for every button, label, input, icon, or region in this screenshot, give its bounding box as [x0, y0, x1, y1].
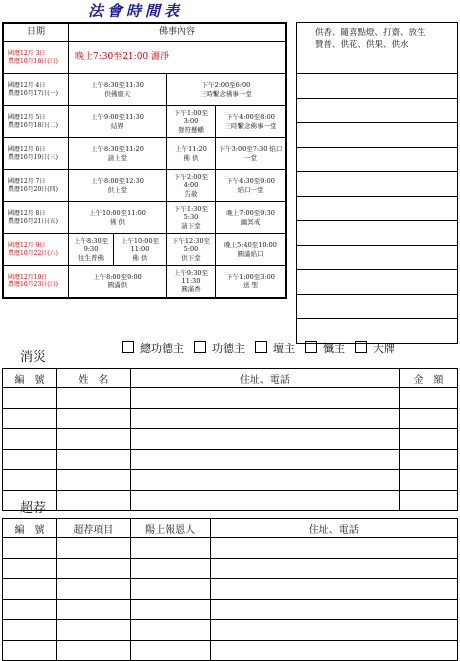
event-name: 告赦: [184, 189, 198, 198]
chaojian-title: 超荐: [20, 501, 47, 516]
event-name: 圓滿香: [181, 285, 201, 294]
event-name: 發符懸幡: [177, 125, 204, 134]
entry-cell[interactable]: [400, 388, 458, 409]
date-line: 農曆10月20日(四): [8, 185, 58, 193]
event-name: 圓滿焰口: [237, 249, 264, 258]
event-time: 上午9:00至11:30: [91, 113, 144, 122]
sponsor-options: [122, 340, 395, 356]
entry-cell[interactable]: [210, 558, 457, 579]
offerings-blank-row[interactable]: [297, 123, 458, 148]
entry-cell[interactable]: [130, 449, 399, 470]
date-line: 國曆12月 9日: [8, 242, 46, 249]
xiaozai-title: 消災: [20, 350, 47, 365]
date-line: 國曆12月 8日: [8, 210, 46, 217]
schedule-cell: [216, 266, 286, 298]
offerings-blank-row[interactable]: [297, 270, 458, 295]
offerings-blank-row[interactable]: [297, 221, 458, 246]
entry-cell[interactable]: [3, 429, 57, 450]
event-time: 晚上5:40至10:00: [224, 241, 277, 250]
schedule-cell: [114, 234, 167, 266]
event-name: 三時繫念佛事一堂: [224, 121, 277, 130]
schedule-date: [3, 42, 69, 74]
offerings-text: [297, 23, 458, 74]
date-line: 農曆10月22日(六): [8, 249, 58, 257]
event-time: 上午8:00至12:30: [91, 177, 144, 186]
entry-cell[interactable]: [56, 490, 130, 511]
event-name: 三時繫念佛事一堂: [199, 89, 252, 98]
entry-cell[interactable]: [130, 620, 210, 641]
event-name: 佛 供: [132, 253, 148, 262]
event-name: 幽冥戒: [240, 217, 261, 226]
offerings-blank-row[interactable]: [297, 245, 458, 270]
event-name: 請下堂: [181, 221, 201, 230]
sponsor-option[interactable]: [305, 340, 345, 356]
entry-cell[interactable]: [130, 558, 210, 579]
sponsor-label: 壇主: [273, 342, 295, 355]
entry-cell[interactable]: [56, 640, 130, 661]
checkbox[interactable]: [355, 341, 367, 353]
entry-cell[interactable]: [130, 490, 399, 511]
table-row: [3, 558, 458, 579]
schedule-date: [3, 74, 69, 106]
entry-cell[interactable]: [210, 579, 457, 600]
entry-cell[interactable]: [3, 599, 57, 620]
event-time: 上午10:00至11:00: [120, 237, 160, 254]
checkbox[interactable]: [305, 341, 317, 353]
table-row: [3, 579, 458, 600]
offerings-blank-row[interactable]: [297, 147, 458, 172]
entry-cell[interactable]: [210, 640, 457, 661]
date-line: 農曆10月19日(三): [8, 153, 58, 161]
event-time: 下午2:00至6:00: [201, 81, 251, 90]
schedule-cell: [216, 138, 286, 170]
entry-cell[interactable]: [56, 599, 130, 620]
table-row: [3, 388, 458, 409]
entry-cell[interactable]: [3, 470, 57, 491]
schedule-cell: [166, 202, 215, 234]
schedule-cell: [69, 234, 114, 266]
entry-cell[interactable]: [400, 470, 458, 491]
date-line: 國曆12月 5日: [8, 114, 46, 121]
offerings-table: [296, 22, 458, 344]
event-time: 上午8:00至9:00: [93, 273, 142, 282]
chaojian-header: 住址、電話: [210, 519, 457, 538]
schedule-date: [3, 138, 69, 170]
offerings-blank-row[interactable]: [297, 74, 458, 99]
schedule-date: [3, 202, 69, 234]
offerings-blank-row[interactable]: [297, 172, 458, 197]
page-title: 法會時間表: [88, 2, 184, 20]
event-time: 上午10:00至11:00: [88, 209, 146, 218]
entry-cell[interactable]: [3, 449, 57, 470]
schedule-table: [2, 22, 287, 299]
xiaozai-table: [2, 368, 458, 511]
sponsor-label: 總功德主: [140, 342, 184, 355]
event-time: 下午1:00至3:00: [226, 273, 275, 282]
event-time: 下午3:00至7:30 焰口一堂: [218, 145, 283, 162]
event-time: 下午2:00至4:00: [173, 173, 209, 190]
sponsor-option[interactable]: [194, 340, 245, 356]
schedule-row: [3, 266, 286, 298]
entry-cell[interactable]: [130, 538, 210, 559]
event-time: 上午9:30至11:30: [173, 269, 209, 286]
event-time: 上午8:30至9:30: [73, 237, 109, 254]
schedule-row: [3, 138, 286, 170]
event-time: 下午4:30至9:00: [226, 177, 275, 186]
schedule-cell: [69, 74, 167, 106]
xiaozai-header: 姓 名: [56, 369, 130, 388]
entry-cell[interactable]: [400, 429, 458, 450]
table-row: [3, 408, 458, 429]
schedule-cell: [216, 234, 286, 266]
table-row: [3, 490, 458, 511]
schedule-cell: [69, 170, 167, 202]
entry-cell[interactable]: [56, 470, 130, 491]
sponsor-option[interactable]: [355, 340, 395, 356]
sponsor-option[interactable]: [255, 340, 295, 356]
offerings-blank-row[interactable]: [297, 294, 458, 319]
event-time: 上午11:20: [175, 145, 207, 154]
sponsor-option[interactable]: [122, 340, 184, 356]
offerings-blank-row[interactable]: [297, 196, 458, 221]
event-time: 下午12:30至5:00: [171, 237, 211, 254]
checkbox[interactable]: [194, 341, 206, 353]
event-name: 圓滿供: [107, 281, 128, 290]
checkbox[interactable]: [255, 341, 267, 353]
date-line: 農曆10月17日(一): [8, 89, 58, 97]
entry-cell[interactable]: [130, 579, 210, 600]
date-line: 國曆12月10日: [8, 273, 48, 281]
schedule-cell: [166, 234, 215, 266]
table-row: [3, 599, 458, 620]
schedule-header-content: 佛事內容: [69, 23, 287, 42]
schedule-date: [3, 170, 69, 202]
schedule-cell: [166, 170, 215, 202]
entry-cell[interactable]: [130, 388, 399, 409]
event-time: 下午4:00至8:00: [226, 113, 275, 122]
event-time: 上午8:30至11:20: [91, 145, 144, 154]
event-name: 請上堂: [107, 153, 128, 162]
table-row: [3, 538, 458, 559]
event-name: 往生普佛: [78, 253, 105, 262]
schedule-event: 晚上7:30至21:00 灑淨: [69, 42, 287, 74]
table-row: [3, 640, 458, 661]
schedule-row: [3, 42, 286, 74]
schedule-cell: [216, 106, 286, 138]
entry-cell[interactable]: [210, 620, 457, 641]
date-line: 農曆10月21日(五): [8, 217, 58, 225]
schedule-cell: [69, 138, 167, 170]
date-line: 國曆12月 3日: [8, 50, 46, 57]
event-name: 結界: [110, 121, 124, 130]
sponsor-label: 功德主: [212, 342, 245, 355]
event-time: 上午8:30至11:30: [91, 81, 144, 90]
entry-cell[interactable]: [210, 538, 457, 559]
entry-cell[interactable]: [3, 388, 57, 409]
entry-cell[interactable]: [400, 449, 458, 470]
schedule-row: [3, 106, 286, 138]
schedule-row: [3, 74, 286, 106]
xiaozai-header: 住址、電話: [130, 369, 399, 388]
date-line: 國曆12月 6日: [8, 146, 46, 153]
schedule-row: [3, 170, 286, 202]
table-row: [3, 449, 458, 470]
entry-cell[interactable]: [56, 449, 130, 470]
entry-cell[interactable]: [130, 408, 399, 429]
entry-cell[interactable]: [130, 640, 210, 661]
entry-cell[interactable]: [3, 538, 57, 559]
event-time: 下午1:30至5:30: [173, 205, 209, 222]
schedule-cell: [216, 170, 286, 202]
entry-cell[interactable]: [56, 538, 130, 559]
table-row: [3, 429, 458, 450]
schedule-cell: [166, 106, 215, 138]
entry-cell[interactable]: [210, 599, 457, 620]
schedule-cell: [69, 106, 167, 138]
entry-cell[interactable]: [56, 620, 130, 641]
date-line: 國曆12月 4日: [8, 82, 46, 89]
event-name: 供上堂: [107, 185, 128, 194]
entry-cell[interactable]: [3, 579, 57, 600]
sponsor-label: 懺主: [323, 342, 345, 355]
entry-cell[interactable]: [56, 408, 130, 429]
schedule-date: [3, 234, 69, 266]
entry-cell[interactable]: [400, 408, 458, 429]
schedule-cell: [166, 266, 215, 298]
entry-cell[interactable]: [3, 558, 57, 579]
offering-line: 贊普、供花、供果、供水: [315, 40, 409, 51]
sponsor-label: 大牌: [373, 342, 395, 355]
xiaozai-header: 金 額: [400, 369, 458, 388]
event-name: 焰口一堂: [237, 185, 264, 194]
checkbox[interactable]: [122, 341, 134, 353]
offering-line: 供香、隨喜點燈、打齋、放生: [315, 28, 426, 38]
entry-cell[interactable]: [56, 429, 130, 450]
event-name: 送 聖: [243, 281, 259, 290]
schedule-date: [3, 266, 69, 298]
schedule-cell: [166, 74, 286, 106]
date-line: 農曆10月16日(日): [8, 57, 58, 65]
event-time: 下午1:00至3:00: [173, 109, 209, 126]
entry-cell[interactable]: [130, 429, 399, 450]
entry-cell[interactable]: [56, 388, 130, 409]
offerings-blank-row[interactable]: [297, 98, 458, 123]
entry-cell[interactable]: [130, 470, 399, 491]
schedule-cell: [166, 138, 215, 170]
date-line: 國曆12月 7日: [8, 178, 46, 185]
chaojian-header: 編 號: [3, 519, 57, 538]
schedule-row: [3, 202, 286, 234]
schedule-cell: [69, 202, 167, 234]
entry-cell[interactable]: [56, 579, 130, 600]
entry-cell[interactable]: [56, 558, 130, 579]
schedule-cell: [216, 202, 286, 234]
entry-cell[interactable]: [3, 640, 57, 661]
entry-cell[interactable]: [400, 490, 458, 511]
entry-cell[interactable]: [3, 408, 57, 429]
event-name: 供佛齋天: [104, 89, 131, 98]
entry-cell[interactable]: [3, 620, 57, 641]
schedule-row: [3, 234, 286, 266]
schedule-date: [3, 106, 69, 138]
entry-cell[interactable]: [130, 599, 210, 620]
xiaozai-header: 編 號: [3, 369, 57, 388]
event-name: 供下堂: [181, 253, 201, 262]
schedule-header-date: 日期: [3, 23, 69, 42]
event-name: 佛 供: [109, 217, 125, 226]
date-line: 農曆10月23日(日): [8, 281, 58, 289]
chaojian-header: 陽上報恩人: [130, 519, 210, 538]
schedule-cell: [69, 266, 167, 298]
table-row: [3, 620, 458, 641]
table-row: [3, 470, 458, 491]
chaojian-header: 超荐項目: [56, 519, 130, 538]
event-time: 晚上7:00至9:30: [226, 209, 275, 218]
event-name: 佛 供: [183, 153, 199, 162]
date-line: 農曆10月18日(二): [8, 121, 58, 129]
